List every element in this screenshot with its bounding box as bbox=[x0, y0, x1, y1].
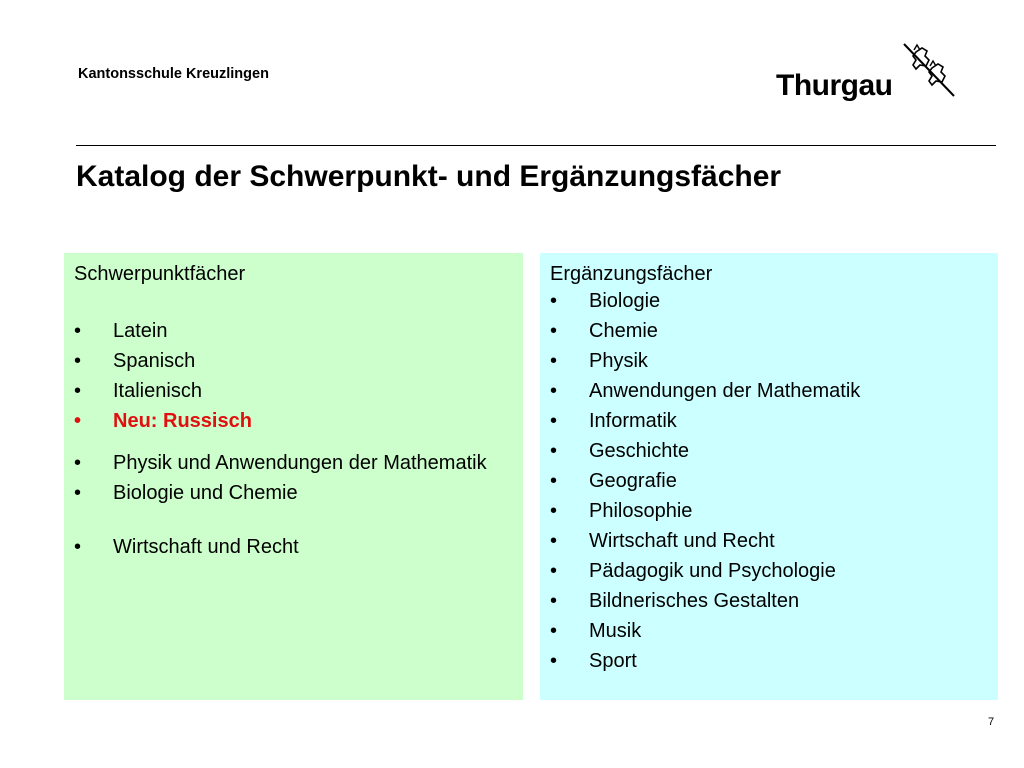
list-item-label: Geografie bbox=[589, 470, 677, 492]
page-title: Katalog der Schwerpunkt- und Ergänzungsfächer bbox=[76, 160, 782, 193]
schwerpunkt-list bbox=[74, 319, 523, 559]
bullet: • bbox=[550, 440, 558, 462]
list-item-label: Wirtschaft und Recht bbox=[589, 530, 775, 552]
list-item-label: Physik bbox=[589, 350, 648, 372]
panel-heading: Ergänzungsfächer bbox=[550, 263, 713, 285]
logo-text: Thurgau bbox=[776, 69, 893, 102]
list-item bbox=[550, 529, 998, 553]
list-item-label: Biologie bbox=[589, 290, 661, 312]
list-item-label: Spanisch bbox=[113, 350, 196, 372]
bullet: • bbox=[550, 290, 558, 312]
bullet: • bbox=[74, 380, 82, 402]
list-item-new bbox=[74, 409, 523, 433]
list-item-label: Bildnerisches Gestalten bbox=[589, 590, 800, 612]
panel-heading: Schwerpunktfächer bbox=[74, 263, 246, 285]
list-item bbox=[550, 619, 998, 643]
list-item-label: Philosophie bbox=[589, 500, 693, 522]
list-item bbox=[74, 451, 523, 475]
list-item-label: Informatik bbox=[589, 410, 677, 432]
bullet: • bbox=[550, 560, 558, 582]
bullet: • bbox=[74, 320, 82, 342]
school-name: Kantonsschule Kreuzlingen bbox=[78, 66, 269, 82]
bullet: • bbox=[550, 470, 558, 492]
list-item-label: Anwendungen der Mathematik bbox=[589, 380, 861, 402]
list-item-label: Chemie bbox=[589, 320, 658, 342]
bullet: • bbox=[74, 410, 82, 432]
list-item bbox=[550, 409, 998, 433]
list-item bbox=[550, 589, 998, 613]
list-item bbox=[550, 439, 998, 463]
list-item bbox=[74, 535, 523, 559]
bullet: • bbox=[550, 500, 558, 522]
bullet: • bbox=[550, 530, 558, 552]
list-item bbox=[74, 481, 523, 505]
list-item bbox=[550, 469, 998, 493]
bullet: • bbox=[550, 380, 558, 402]
list-item-label: Geschichte bbox=[589, 440, 690, 462]
list-item bbox=[550, 289, 998, 313]
bullet: • bbox=[550, 320, 558, 342]
bullet: • bbox=[550, 620, 558, 642]
bullet: • bbox=[550, 410, 558, 432]
ergaenzung-list bbox=[550, 289, 998, 673]
list-item-label: Musik bbox=[589, 620, 642, 642]
ergaenzung-panel bbox=[540, 253, 998, 700]
page-number: 7 bbox=[988, 716, 995, 728]
list-item bbox=[550, 649, 998, 673]
bullet: • bbox=[74, 452, 82, 474]
list-item bbox=[74, 319, 523, 343]
bullet: • bbox=[74, 536, 82, 558]
list-item bbox=[550, 349, 998, 373]
schwerpunkt-panel bbox=[64, 253, 523, 700]
list-item-label: Neu: Russisch bbox=[113, 410, 252, 432]
list-item-label: Physik und Anwendungen der Mathematik bbox=[113, 452, 487, 474]
thurgau-crest-icon bbox=[902, 42, 956, 98]
header-rule bbox=[76, 145, 996, 146]
list-item-label: Sport bbox=[589, 650, 637, 672]
list-item-label: Pädagogik und Psychologie bbox=[589, 560, 836, 582]
bullet: • bbox=[550, 590, 558, 612]
list-item bbox=[550, 319, 998, 343]
list-item bbox=[74, 379, 523, 403]
bullet: • bbox=[74, 482, 82, 504]
list-item bbox=[550, 379, 998, 403]
list-item-label: Wirtschaft und Recht bbox=[113, 536, 299, 558]
bullet: • bbox=[550, 650, 558, 672]
list-item-label: Biologie und Chemie bbox=[113, 482, 298, 504]
list-item-label: Italienisch bbox=[113, 380, 202, 402]
bullet: • bbox=[74, 350, 82, 372]
list-item bbox=[74, 349, 523, 373]
bullet: • bbox=[550, 350, 558, 372]
list-item bbox=[550, 559, 998, 583]
list-item bbox=[550, 499, 998, 523]
thurgau-logo bbox=[776, 42, 956, 106]
list-item-label: Latein bbox=[113, 320, 168, 342]
